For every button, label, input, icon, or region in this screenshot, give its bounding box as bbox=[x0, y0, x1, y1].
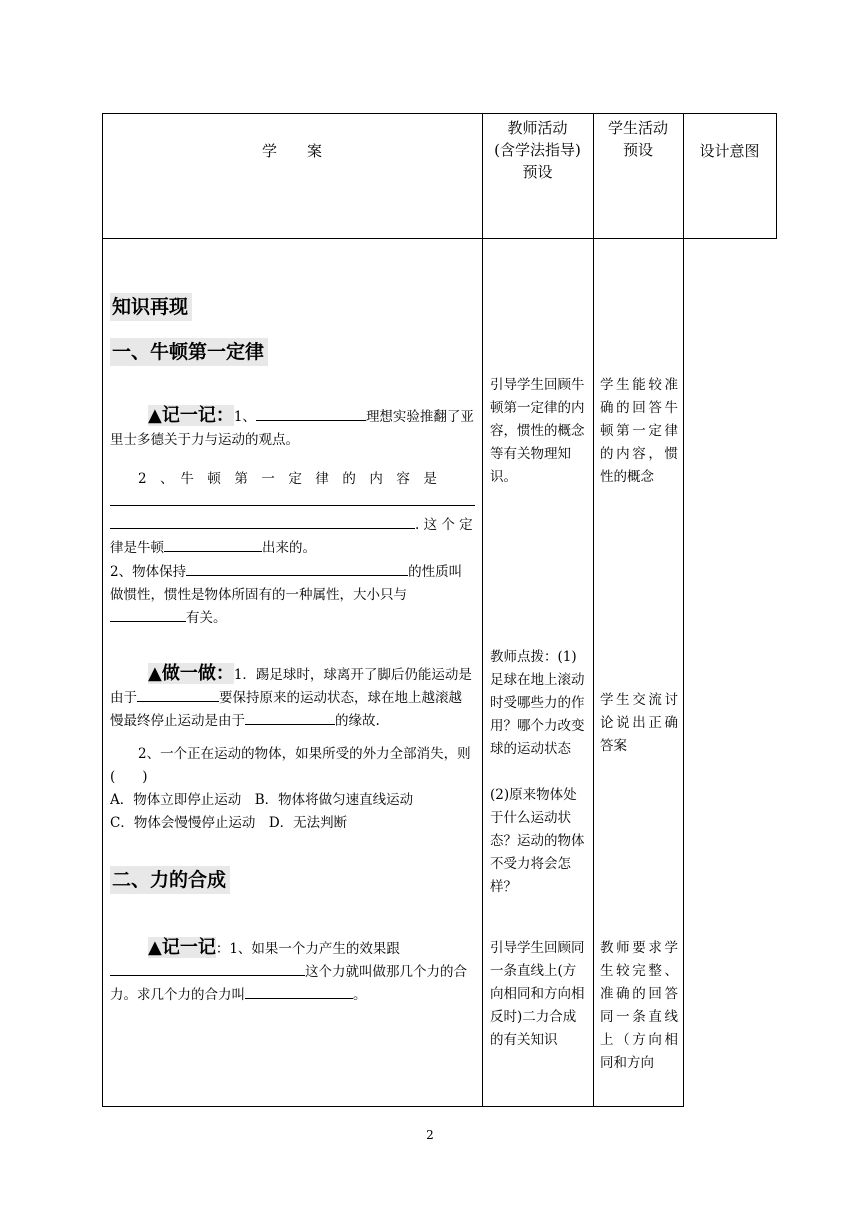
blank-4b[interactable] bbox=[245, 710, 335, 725]
do-question2: 2、一个正在运动的物体，如果所受的外力全部消失，则( ) bbox=[110, 746, 471, 785]
knowledge-review-title: 知识再现 bbox=[110, 293, 192, 321]
section2-title: 二、力的合成 bbox=[110, 866, 230, 894]
blank-2b[interactable] bbox=[110, 514, 415, 529]
col-divider-2 bbox=[593, 113, 594, 1107]
header-teacher-line3: 预设 bbox=[522, 163, 553, 181]
remember1-paragraph: ▲记一记：1、 理想实验推翻了亚里士多德关于力与运动的观点。 bbox=[110, 405, 474, 448]
blank-2c[interactable] bbox=[164, 537, 262, 552]
col-divider-3 bbox=[683, 113, 684, 1107]
teacher-note-3: (2)原来物体处于什么运动状态？运动的物体不受力将会怎样？ bbox=[490, 787, 585, 895]
blank-5b[interactable] bbox=[245, 984, 353, 999]
header-teacher-line1: 教师活动 bbox=[507, 119, 568, 137]
student-note-2: 学生交流讨论说出正确答案 bbox=[600, 692, 678, 754]
page-number: 2 bbox=[426, 1128, 434, 1142]
do-mark: ▲做一做： bbox=[148, 663, 234, 684]
teacher-note-2: 教师点拨：(1)足球在地上滚动时受哪些力的作用？哪个力改变球的运动状态 bbox=[490, 649, 585, 757]
header-teacher-line2: (含学法指导) bbox=[494, 141, 581, 159]
remember2-mark: ▲记一记 bbox=[148, 937, 216, 958]
blank-2a[interactable] bbox=[110, 491, 475, 506]
table-left-border bbox=[102, 113, 103, 1107]
student-note-3: 教师要求学生较完整、准确的回答同一条直线上（方向相同和方向 bbox=[600, 940, 678, 1071]
header-study-plan: 学 案 bbox=[261, 142, 322, 160]
do-options-line1: A．物体立即停止运动 B．物体将做匀速直线运动 bbox=[110, 792, 414, 808]
do-options-line2: C．物体会慢慢停止运动 D．无法判断 bbox=[110, 815, 348, 831]
header-student-activity bbox=[593, 117, 683, 161]
teacher-note-4: 引导学生回顾同一条直线上(方向相同和方向相反时)二力合成的有关知识 bbox=[490, 940, 585, 1048]
blank-3a[interactable] bbox=[186, 561, 408, 576]
header-design-intent: 设计意图 bbox=[699, 142, 760, 160]
header-student-line2: 预设 bbox=[622, 141, 653, 159]
blank-4a[interactable] bbox=[137, 687, 219, 702]
remember2-paragraph: ▲记一记：1、如果一个力产生的效果跟这个力就叫做那几个力的合力。求几个力的合力叫 。 bbox=[110, 937, 467, 1003]
header-bottom-border bbox=[102, 238, 776, 239]
teacher-note-1: 引导学生回顾牛顿第一定律的内容，惯性的概念等有关物理知识。 bbox=[490, 377, 585, 485]
blank-3b[interactable] bbox=[110, 607, 186, 622]
inertia-paragraph: 2、物体保持 的性质叫做惯性，惯性是物体所固有的一种属性，大小只与有关。 bbox=[110, 561, 475, 630]
do-paragraph: ▲做一做：1．踢足球时，球离开了脚后仍能运动是由于 要保持原来的运动状态，球在地上越滚越慢最终停止运动是由于 的缘故. bbox=[110, 663, 472, 729]
table-bottom-border bbox=[102, 1106, 684, 1107]
section1-title: 一、牛顿第一定律 bbox=[110, 338, 268, 366]
blank-1[interactable] bbox=[256, 406, 366, 421]
student-note-1: 学生能较准确的回答牛顿第一定律的内容，惯性的概念 bbox=[600, 377, 678, 485]
table-top-border bbox=[102, 113, 776, 114]
table-right-border bbox=[776, 113, 777, 239]
remember1-law-paragraph: 2 、 牛 顿 第 一 定 律 的 内 容 是 . 这 个 定律是牛顿 出来的。 bbox=[110, 468, 475, 560]
blank-5a[interactable] bbox=[110, 961, 305, 976]
remember1-mark: ▲记一记： bbox=[148, 405, 234, 426]
header-student-line1: 学生活动 bbox=[607, 119, 668, 137]
header-teacher-activity bbox=[482, 117, 593, 183]
col-divider-1 bbox=[482, 113, 483, 1107]
